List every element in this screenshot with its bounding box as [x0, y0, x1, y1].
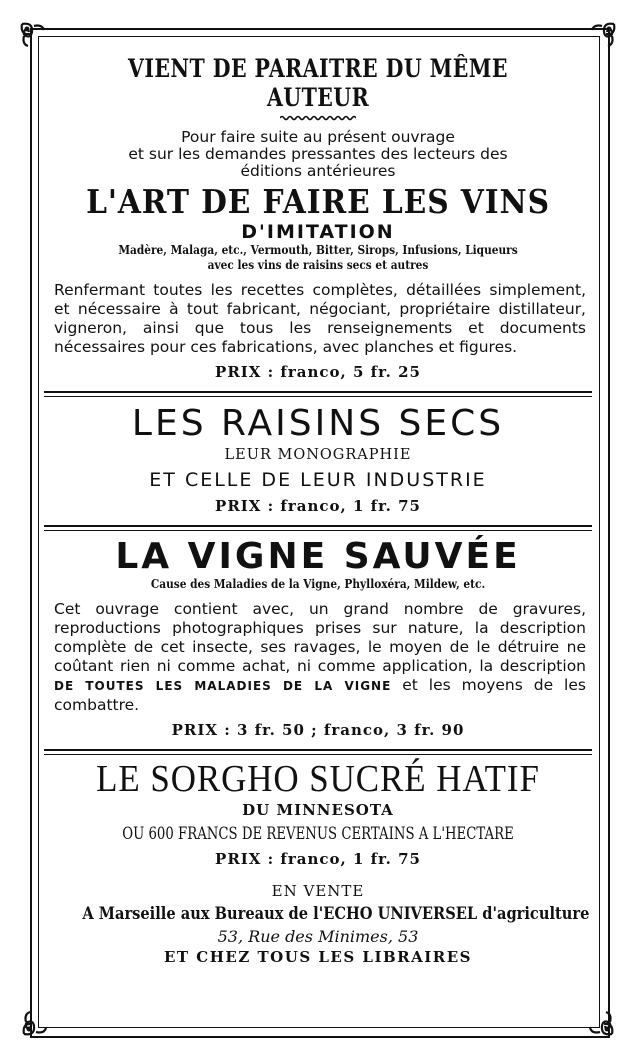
book2-subtitle2: ET CELLE DE LEUR INDUSTRIE [149, 469, 487, 491]
content-column [44, 40, 592, 966]
book1-list: Madère, Malaga, etc., Vermouth, Bitter, Sirops, Infusions, Liqueurs [118, 243, 518, 257]
book3-price: PRIX : 3 fr. 50 ; franco, 3 fr. 90 [171, 721, 465, 739]
section-divider [44, 530, 592, 531]
book1-title: L'ART DE FAIRE LES VINS [86, 182, 550, 221]
book3-description-caps: DE TOUTES LES MALADIES DE LA VIGNE [54, 679, 392, 693]
book4-title: LE SORGHO SUCRÉ HATIF [96, 758, 540, 800]
squiggle-divider-icon [280, 115, 356, 121]
book3-description-text: Cet ouvrage contient avec, un grand nombre de gravures, reproductions photographiques prises sur nature, la description complète de cet insecte, ses ravages, le moyen de le détruire ne coûtant rien ni comme achat, ni comme application, la description [54, 600, 586, 675]
page-heading: VIENT DE PARAITRE DU MÊME AUTEUR [128, 54, 508, 112]
en-vente-label: EN VENTE [271, 882, 365, 900]
corner-ornament-icon [588, 20, 618, 50]
section-divider [44, 754, 592, 755]
book3-title: LA VIGNE SAUVÉE [115, 536, 521, 577]
address-line: A Marseille aux Bureaux de l'ECHO UNIVERSEL d'agriculture [82, 904, 590, 924]
section-divider [44, 396, 592, 397]
book1-subtitle: D'IMITATION [241, 221, 395, 243]
corner-ornament-icon [586, 1008, 616, 1038]
book1-price: PRIX : franco, 5 fr. 25 [215, 363, 421, 381]
corner-ornament-icon [20, 1008, 50, 1038]
book4-price: PRIX : franco, 1 fr. 75 [215, 850, 421, 868]
book2-price: PRIX : franco, 1 fr. 75 [215, 497, 421, 515]
section-divider [44, 749, 592, 751]
book4-subtitle: DU MINNESOTA [242, 801, 394, 819]
intro-text [44, 129, 592, 180]
book3-description [54, 600, 586, 715]
book3-subtitle: Cause des Maladies de la Vigne, Phylloxéra, Mildew, etc. [150, 577, 486, 591]
book2-title: LES RAISINS SECS [131, 403, 505, 444]
intro-line: et sur les demandes pressantes des lecteurs des [128, 145, 508, 163]
book4-subtitle2: OU 600 FRANCS DE REVENUS CERTAINS A L'HECTARE [122, 824, 514, 844]
street-address: 53, Rue des Minimes, 53 [217, 927, 419, 946]
intro-line: éditions antérieures [240, 162, 396, 180]
section-divider [44, 391, 592, 393]
book1-list: avec les vins de raisins secs et autres [207, 258, 429, 272]
intro-line: Pour faire suite au présent ouvrage [181, 128, 455, 146]
book2-subtitle: LEUR MONOGRAPHIE [224, 447, 412, 463]
book3-description-text: et les moyens de les combattre. [54, 676, 586, 714]
libraires-line: ET CHEZ TOUS LES LIBRAIRES [163, 948, 473, 966]
book1-description: Renfermant toutes les recettes complètes, détaillées simplement, et nécessaire à tout fabricant, négociant, propriétaire distillateur, vigneron, ainsi que tous les renseignements et documents nécessaires pour ces fabrications, avec planches et figures. [54, 281, 586, 356]
section-divider [44, 525, 592, 527]
